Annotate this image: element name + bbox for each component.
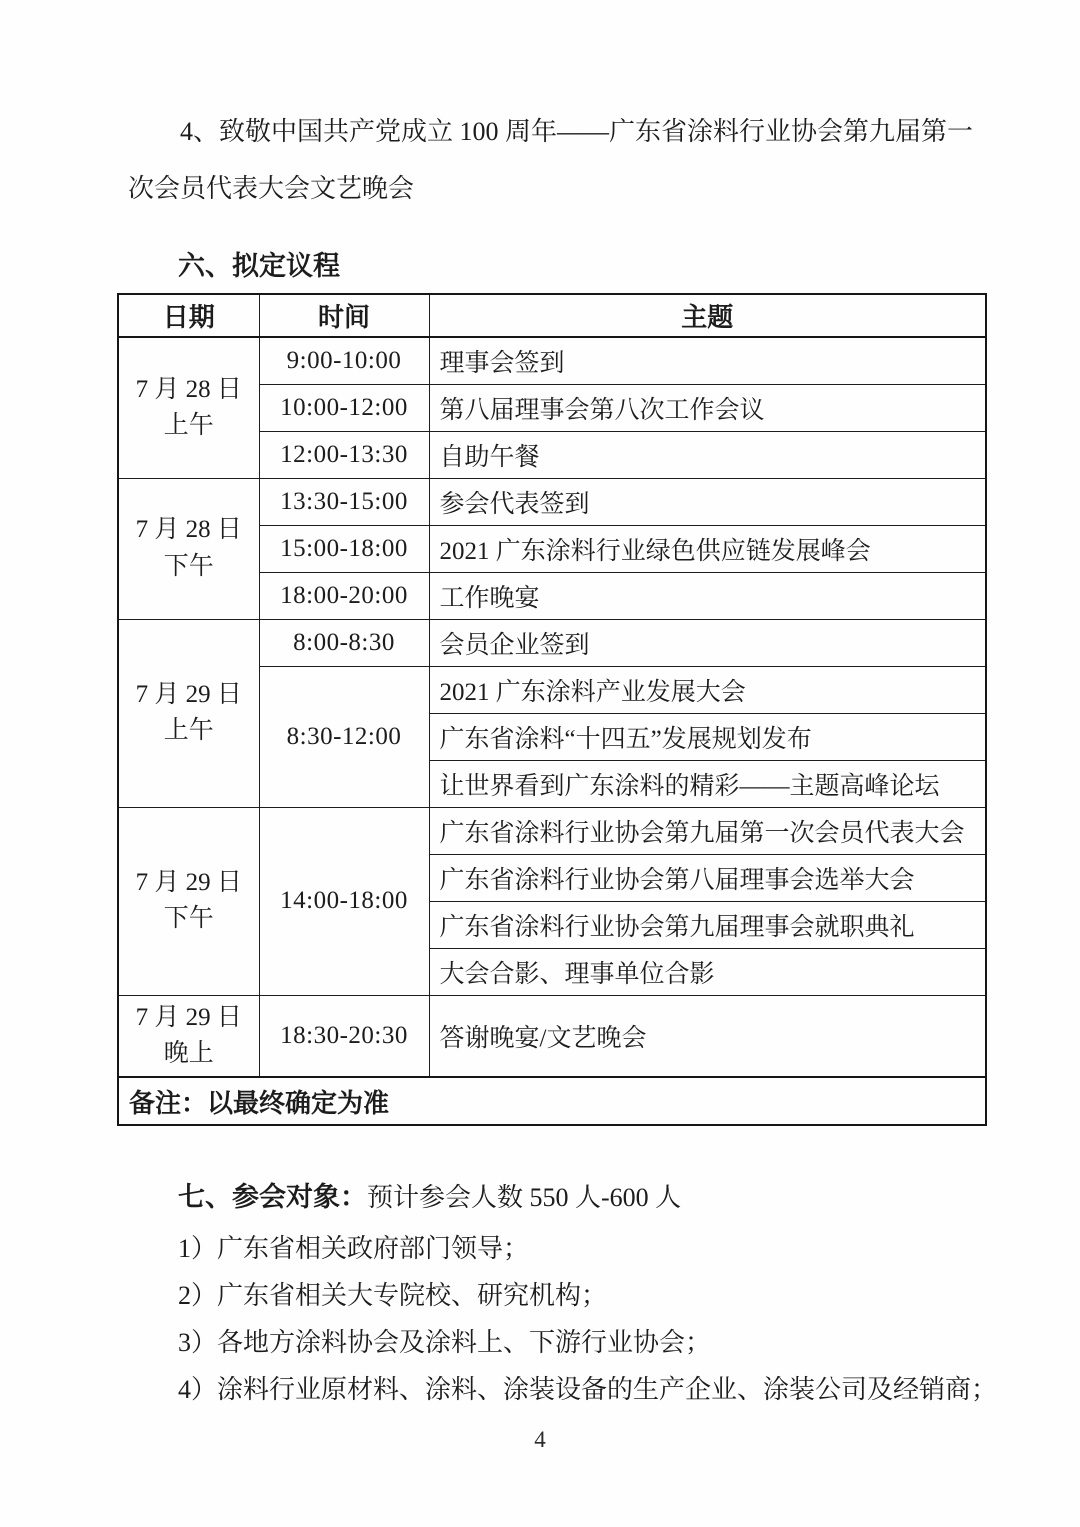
agenda-topic-cell: 参会代表签到	[429, 478, 986, 525]
agenda-topic-cell: 第八届理事会第八次工作会议	[429, 384, 986, 431]
agenda-time-cell: 12:00-13:30	[259, 431, 429, 478]
attendees-heading-detail: 预计参会人数 550 人-600 人	[367, 1183, 682, 1212]
agenda-date-cell	[118, 478, 259, 619]
agenda-time-cell: 10:00-12:00	[259, 384, 429, 431]
agenda-date-line2: 上午	[163, 717, 214, 744]
agenda-topic-cell: 理事会签到	[429, 337, 986, 384]
agenda-topic-cell: 广东省涂料行业协会第九届第一次会员代表大会	[429, 807, 986, 854]
agenda-date-line2: 晚上	[163, 1039, 214, 1067]
agenda-row	[118, 478, 986, 525]
agenda-date-line2: 下午	[163, 552, 214, 580]
attendee-list	[178, 1234, 998, 1405]
agenda-topic-cell: 2021 广东涂料行业绿色供应链发展峰会	[429, 525, 986, 572]
agenda-topic-cell: 广东省涂料行业协会第八届理事会选举大会	[429, 854, 986, 901]
agenda-topic-cell: 自助午餐	[429, 431, 986, 478]
agenda-header-time: 时间	[259, 294, 429, 337]
agenda-time-cell: 13:30-15:00	[259, 478, 429, 525]
agenda-time-cell: 18:00-20:00	[259, 572, 429, 619]
agenda-topic-cell: 2021 广东涂料产业发展大会	[429, 666, 986, 713]
agenda-topic-cell: 大会合影、理事单位合影	[429, 948, 986, 995]
agenda-time-cell: 15:00-18:00	[259, 525, 429, 572]
agenda-topic-cell: 广东省涂料“十四五”发展规划发布	[429, 713, 986, 760]
intro-paragraph	[128, 103, 985, 217]
agenda-time-cell: 9:00-10:00	[259, 337, 429, 384]
agenda-row	[118, 619, 986, 666]
intro-line-1: 4、致敬中国共产党成立 100 周年——广东省涂料行业协会第九届第一	[180, 117, 974, 146]
agenda-date-line1: 7 月 29 日	[135, 868, 242, 896]
agenda-topic-cell: 工作晚宴	[429, 572, 986, 619]
agenda-topic-cell: 广东省涂料行业协会第九届理事会就职典礼	[429, 901, 986, 948]
agenda-row	[118, 337, 986, 384]
agenda-time-cell: 8:00-8:30	[259, 619, 429, 666]
section-heading-attendees	[178, 1178, 1080, 1217]
agenda-table	[117, 293, 987, 1126]
agenda-time-cell: 8:30-12:00	[259, 666, 429, 807]
agenda-date-cell	[118, 995, 259, 1077]
agenda-topic-cell: 答谢晚宴/文艺晚会	[429, 995, 986, 1077]
agenda-time-cell: 14:00-18:00	[259, 807, 429, 995]
agenda-date-cell	[118, 807, 259, 995]
agenda-date-line2: 上午	[163, 411, 214, 439]
intro-line-2: 次会员代表大会文艺晚会	[128, 174, 415, 203]
agenda-date-line2: 下午	[163, 905, 214, 932]
agenda-date-line1: 7 月 28 日	[135, 375, 242, 403]
attendee-list-item: 1）广东省相关政府部门领导；	[178, 1234, 530, 1263]
agenda-note-row	[118, 1077, 986, 1125]
agenda-date-cell	[118, 337, 259, 478]
agenda-topic-cell: 会员企业签到	[429, 619, 986, 666]
agenda-date-line1: 7 月 28 日	[135, 516, 242, 544]
attendee-list-item: 2）广东省相关大专院校、研究机构；	[178, 1281, 608, 1310]
attendee-list-item: 3）各地方涂料协会及涂料上、下游行业协会；	[178, 1328, 712, 1357]
agenda-header-topic: 主题	[429, 294, 986, 337]
agenda-time-cell: 18:30-20:30	[259, 995, 429, 1077]
page-number: 4	[534, 1427, 546, 1452]
agenda-row	[118, 807, 986, 854]
agenda-topic-cell: 让世界看到广东涂料的精彩——主题高峰论坛	[429, 760, 986, 807]
agenda-note: 备注：以最终确定为准	[118, 1077, 986, 1125]
agenda-row	[118, 995, 986, 1077]
agenda-header-date: 日期	[118, 294, 259, 337]
attendee-list-item: 4）涂料行业原材料、涂料、涂装设备的生产企业、涂装公司及经销商；	[178, 1375, 998, 1404]
agenda-date-cell	[118, 619, 259, 807]
agenda-header-row	[118, 294, 986, 337]
attendees-heading-label: 七、参会对象：	[178, 1182, 367, 1212]
agenda-date-line1: 7 月 29 日	[135, 1003, 242, 1031]
section-heading-agenda: 六、拟定议程	[178, 251, 340, 281]
agenda-date-line1: 7 月 29 日	[135, 680, 242, 708]
